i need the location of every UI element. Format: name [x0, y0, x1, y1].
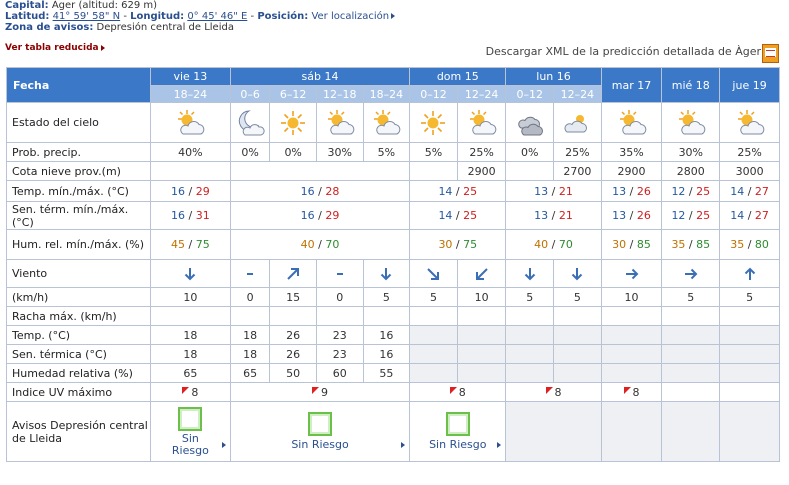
sens-cell: 14 / 25 [410, 202, 506, 230]
snow-cell: 2800 [662, 162, 720, 181]
sun-icon [270, 103, 317, 143]
snow-row [7, 162, 780, 181]
period-header: 18–24 [150, 86, 230, 103]
precip-cell: 40% [150, 143, 230, 162]
hum-value-cell: 55 [363, 364, 410, 383]
sun-cloud-icon [316, 103, 363, 143]
precip-cell: 25% [554, 143, 602, 162]
wind-speed-cell: 5 [662, 288, 720, 307]
wind-speed-row [7, 288, 780, 307]
temp-row [7, 326, 780, 345]
risk-label[interactable]: Sin Riesgo [171, 431, 209, 457]
sens-label: Sen. térmica (°C) [7, 345, 151, 364]
risk-level-icon [178, 407, 202, 431]
latitude-label: Latitud: [5, 11, 50, 22]
day-header: dom 15 [410, 68, 506, 86]
arrow-down-icon [150, 260, 230, 288]
sens-row [7, 345, 780, 364]
calm-dash-icon [230, 260, 270, 288]
uv-label: Indice UV máximo [7, 383, 151, 402]
longitude-value: 0° 45' 46" E [187, 11, 248, 22]
arrow-right-icon [391, 13, 395, 19]
sky-label: Estado del cielo [7, 103, 151, 143]
sens-value-cell: 26 [270, 345, 317, 364]
arrow-down-left-icon [457, 260, 506, 288]
hum-cell: 45 / 75 [150, 230, 230, 260]
precip-cell: 0% [230, 143, 270, 162]
arrow-right-icon [222, 442, 226, 448]
precip-cell: 0% [506, 143, 554, 162]
day-header: mié 18 [662, 68, 720, 103]
period-header: 18–24 [363, 86, 410, 103]
hum-cell: 35 / 85 [662, 230, 720, 260]
uv-cell[interactable] [410, 383, 506, 402]
period-header: 6–12 [270, 86, 317, 103]
hum-value-cell: 65 [230, 364, 270, 383]
temp-cell: 16 / 28 [230, 181, 409, 202]
precip-cell: 35% [601, 143, 662, 162]
sens-minmax-label: Sen. térm. mín./máx. (°C) [7, 202, 151, 230]
hum-cell: 40 / 70 [506, 230, 601, 260]
arrow-up-icon [720, 260, 780, 288]
precip-cell: 30% [662, 143, 720, 162]
sky-row [7, 103, 780, 143]
temp-cell: 13 / 26 [601, 181, 662, 202]
temp-minmax-row [7, 181, 780, 202]
temp-value-cell: 18 [230, 326, 270, 345]
risk-cell[interactable] [150, 402, 230, 462]
day-header: mar 17 [601, 68, 662, 103]
period-header: 0–12 [506, 86, 554, 103]
arrow-down-right-icon [410, 260, 458, 288]
wind-speed-cell: 5 [410, 288, 458, 307]
snow-cell: 2700 [554, 162, 602, 181]
precip-cell: 0% [270, 143, 317, 162]
temp-value-cell: 26 [270, 326, 317, 345]
uv-cell[interactable] [150, 383, 230, 402]
uv-value[interactable]: 9 [312, 386, 328, 399]
capital-label: Capital: [5, 0, 49, 11]
uv-cell[interactable] [601, 383, 662, 402]
warnings-label: Avisos Depresión central de Lleida [7, 402, 151, 462]
risk-label[interactable]: Sin Riesgo [291, 438, 349, 451]
day-header: sáb 14 [230, 68, 409, 86]
risk-cell[interactable] [410, 402, 506, 462]
hum-value-cell: 50 [270, 364, 317, 383]
period-header: 0–6 [230, 86, 270, 103]
hum-row [7, 364, 780, 383]
sun-cloud-icon [457, 103, 506, 143]
risk-cell[interactable] [230, 402, 409, 462]
hum-cell: 30 / 75 [410, 230, 506, 260]
xml-file-icon[interactable] [762, 44, 779, 63]
wind-speed-cell: 10 [457, 288, 506, 307]
precip-row [7, 143, 780, 162]
download-xml-link[interactable]: Descargar XML de la predicción detallada de Àger [485, 45, 761, 58]
sun-cloud-icon [601, 103, 662, 143]
period-header: 12–24 [554, 86, 602, 103]
arrow-right-icon [601, 260, 662, 288]
sun-icon [410, 103, 458, 143]
precip-cell: 25% [720, 143, 780, 162]
hum-value-cell: 60 [316, 364, 363, 383]
wind-speed-cell: 5 [720, 288, 780, 307]
sens-cell: 13 / 26 [601, 202, 662, 230]
wind-label: Viento [7, 260, 151, 288]
reduced-table-link[interactable]: Ver tabla reducida [5, 43, 105, 53]
sens-value-cell: 16 [363, 345, 410, 364]
uv-value[interactable]: 8 [546, 386, 562, 399]
coordinates-line: Latitud: 41° 59' 58" N - Longitud: 0° 45' 46" E - Posición: Ver localización [5, 11, 395, 22]
gust-row [7, 307, 780, 326]
date-header: Fecha [7, 68, 151, 103]
day-header: lun 16 [506, 68, 601, 86]
temp-cell: 14 / 27 [720, 181, 780, 202]
day-header: vie 13 [150, 68, 230, 86]
snow-cell: 3000 [720, 162, 780, 181]
warning-zone-value: Depresión central de Lleida [96, 22, 234, 33]
latitude-value: 41° 59' 58" N [52, 11, 121, 22]
hum-cell: 40 / 70 [230, 230, 409, 260]
moon-cloud-icon [230, 103, 270, 143]
warnings-row [7, 402, 780, 462]
temp-cell: 16 / 29 [150, 181, 230, 202]
uv-value[interactable]: 8 [182, 386, 198, 399]
uv-value[interactable]: 8 [624, 386, 640, 399]
period-header: 0–12 [410, 86, 458, 103]
sens-cell: 14 / 27 [720, 202, 780, 230]
hum-value-cell: 65 [150, 364, 230, 383]
cloud-icon [506, 103, 554, 143]
wind-speed-cell: 0 [316, 288, 363, 307]
uv-row [7, 383, 780, 402]
uv-cell[interactable] [506, 383, 601, 402]
hum-label: Humedad relativa (%) [7, 364, 151, 383]
precip-cell: 25% [457, 143, 506, 162]
sun-cloud-icon [662, 103, 720, 143]
risk-level-icon [446, 412, 470, 436]
sens-value-cell: 23 [316, 345, 363, 364]
wind-dir-row [7, 260, 780, 288]
warning-zone-label: Zona de avisos: [5, 22, 94, 33]
sens-cell: 13 / 21 [506, 202, 601, 230]
sens-value-cell: 18 [230, 345, 270, 364]
precip-cell: 30% [316, 143, 363, 162]
sun-cloud-icon [720, 103, 780, 143]
temp-value-cell: 18 [150, 326, 230, 345]
wind-speed-cell: 0 [230, 288, 270, 307]
temp-cell: 13 / 21 [506, 181, 601, 202]
arrow-right-icon [662, 260, 720, 288]
arrow-down-icon [554, 260, 602, 288]
wind-speed-label: (km/h) [7, 288, 151, 307]
sun-cloud-icon [150, 103, 230, 143]
temp-minmax-label: Temp. mín./máx. (°C) [7, 181, 151, 202]
temp-value-cell: 16 [363, 326, 410, 345]
day-header: jue 19 [720, 68, 780, 103]
sens-cell: 16 / 31 [150, 202, 230, 230]
wind-speed-cell: 10 [150, 288, 230, 307]
hum-cell: 35 / 80 [720, 230, 780, 260]
warning-zone-line [5, 22, 234, 33]
temp-cell: 14 / 25 [410, 181, 506, 202]
arrow-right-icon [101, 45, 105, 51]
precip-label: Prob. precip. [7, 143, 151, 162]
sens-cell: 16 / 29 [230, 202, 409, 230]
cloud-sun-icon [554, 103, 602, 143]
uv-value[interactable]: 8 [450, 386, 466, 399]
risk-label[interactable]: Sin Riesgo [429, 438, 487, 451]
precip-cell: 5% [410, 143, 458, 162]
temp-value-cell: 23 [316, 326, 363, 345]
snow-label: Cota nieve prov.(m) [7, 162, 151, 181]
arrow-right-icon [401, 442, 405, 448]
longitude-label: Longitud: [130, 11, 185, 22]
hum-minmax-label: Hum. rel. mín./máx. (%) [7, 230, 151, 260]
sens-cell: 12 / 25 [662, 202, 720, 230]
capital-line [5, 0, 157, 11]
temp-cell: 12 / 25 [662, 181, 720, 202]
snow-cell: 2900 [457, 162, 506, 181]
arrow-up-right-icon [270, 260, 317, 288]
calm-dash-icon [316, 260, 363, 288]
capital-value: Àger (altitud: 629 m) [51, 0, 158, 11]
period-header: 12–24 [457, 86, 506, 103]
position-label: Posición: [257, 11, 309, 22]
risk-level-icon [308, 412, 332, 436]
wind-speed-cell: 5 [554, 288, 602, 307]
arrow-down-icon [363, 260, 410, 288]
period-header: 12–18 [316, 86, 363, 103]
arrow-right-icon [497, 442, 501, 448]
view-location-link[interactable]: Ver localización [311, 11, 390, 22]
gust-label: Racha máx. (km/h) [7, 307, 151, 326]
arrow-down-icon [506, 260, 554, 288]
sens-value-cell: 18 [150, 345, 230, 364]
hum-cell: 30 / 85 [601, 230, 662, 260]
sun-cloud-icon [363, 103, 410, 143]
hum-minmax-row [7, 230, 780, 260]
uv-cell[interactable] [230, 383, 409, 402]
wind-speed-cell: 15 [270, 288, 317, 307]
sens-minmax-row [7, 202, 780, 230]
wind-speed-cell: 10 [601, 288, 662, 307]
snow-cell: 2900 [601, 162, 662, 181]
wind-speed-cell: 5 [506, 288, 554, 307]
temp-label: Temp. (°C) [7, 326, 151, 345]
forecast-table [6, 67, 780, 462]
precip-cell: 5% [363, 143, 410, 162]
wind-speed-cell: 5 [363, 288, 410, 307]
